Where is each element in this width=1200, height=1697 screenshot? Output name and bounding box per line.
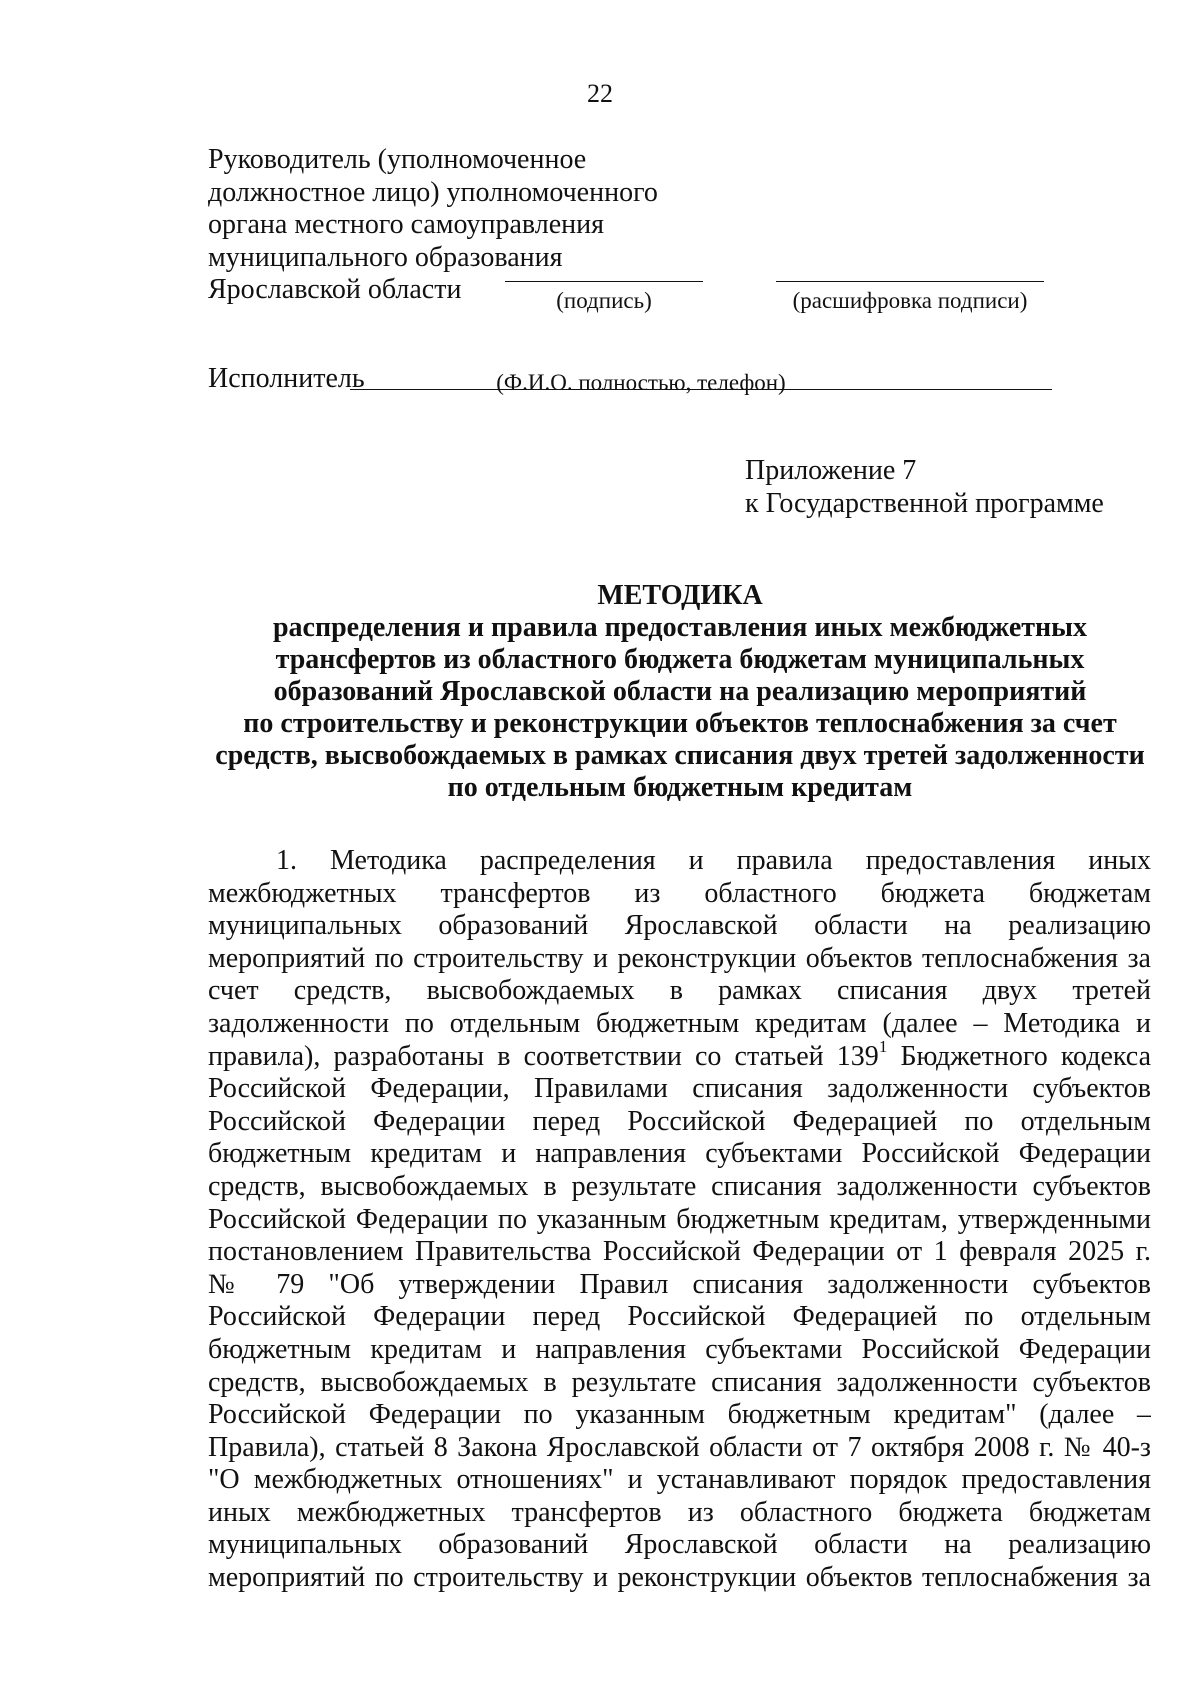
body-line: № 79 "Об утверждении Правил списания задолженности субъектов — [208, 1268, 1151, 1300]
title-line: средств, высвобождаемых в рамках списания двух третей задолженности — [215, 740, 1145, 771]
body-line: бюджетным кредитам и направления субъектами Российской Федерации — [208, 1333, 1151, 1365]
page-number: 22 — [587, 79, 613, 108]
body-line: Российской Федерации перед Российской Федерацией по отдельным — [208, 1105, 1151, 1137]
body-line: Российской Федерации по указанным бюджетным кредитам" (далее – — [208, 1399, 1151, 1431]
body-line: иных межбюджетных трансфертов из областного бюджета бюджетам — [208, 1496, 1151, 1528]
body-paragraph — [208, 845, 1151, 1595]
signatory-title-line: органа местного самоуправления — [208, 209, 604, 240]
signatory-title-line: муниципального образования — [208, 241, 563, 273]
body-line-text: правила), разработаны в соответствии со статьей 139 — [208, 1040, 879, 1072]
title-line: распределения и правила предоставления иных межбюджетных — [272, 612, 1088, 643]
title-line: трансфертов из областного бюджета бюджетам муниципальных — [275, 644, 1085, 675]
body-line: Правила), статьей 8 Закона Ярославской области от 7 октября 2008 г. № 40-з — [208, 1431, 1151, 1463]
body-line: межбюджетных трансфертов из областного бюджета бюджетам — [208, 877, 1151, 909]
signature-decoding-caption: (расшифровка подписи) — [792, 288, 1028, 313]
title-main: МЕТОДИКА — [597, 580, 763, 611]
body-line: средств, высвобождаемых в результате списания задолженности субъектов — [208, 1366, 1151, 1398]
signatory-title — [208, 144, 658, 307]
signatory-title-line: Ярославской области — [208, 274, 462, 305]
title-line: по отдельным бюджетным кредитам — [447, 772, 913, 803]
body-line: "О межбюджетных отношениях" и устанавливают порядок предоставления — [208, 1464, 1151, 1496]
appendix-program: к Государственной программе — [745, 487, 1104, 519]
body-line: муниципальных образований Ярославской области на реализацию — [208, 910, 1151, 942]
title-line: образований Ярославской области на реализацию мероприятий — [273, 676, 1087, 707]
body-line — [208, 1041, 1151, 1074]
body-line: бюджетным кредитам и направления субъектами Российской Федерации — [208, 1138, 1151, 1170]
body-line: задолженности по отдельным бюджетным кредитам (далее – Методика и — [208, 1007, 1151, 1039]
signature-decoding-line — [776, 281, 1044, 282]
title-line: по строительству и реконструкции объектов теплоснабжения за счет — [243, 708, 1117, 739]
body-line: постановлением Правительства Российской Федерации от 1 февраля 2025 г. — [208, 1236, 1151, 1268]
signatory-title-line: должностное лицо) уполномоченного — [208, 176, 658, 208]
signature-line — [505, 281, 703, 282]
body-line-tail: Бюджетного кодекса — [887, 1040, 1151, 1072]
body-line: мероприятий по строительству и реконструкции объектов теплоснабжения за — [208, 942, 1151, 974]
body-line: Российской Федерации, Правилами списания задолженности субъектов — [208, 1073, 1151, 1105]
article-superscript: 1 — [878, 1040, 888, 1057]
appendix-note — [745, 455, 1104, 520]
executor-caption: (Ф.И.О. полностью, телефон) — [496, 370, 786, 395]
body-line: счет средств, высвобождаемых в рамках списания двух третей — [208, 975, 1151, 1007]
executor-label: Исполнитель — [208, 363, 365, 394]
signatory-title-line: Руководитель (уполномоченное — [208, 144, 587, 175]
body-line: средств, высвобождаемых в результате списания задолженности субъектов — [208, 1170, 1151, 1202]
body-line: муниципальных образований Ярославской области на реализацию — [208, 1529, 1151, 1561]
signature-caption: (подпись) — [556, 288, 652, 313]
document-title — [200, 580, 1160, 804]
appendix-number: Приложение 7 — [745, 455, 917, 486]
body-line: Российской Федерации по указанным бюджетным кредитам, утвержденными — [208, 1203, 1151, 1235]
body-line: Российской Федерации перед Российской Федерацией по отдельным — [208, 1301, 1151, 1333]
body-line: 1. Методика распределения и правила предоставления иных — [276, 845, 1151, 876]
body-line: мероприятий по строительству и реконструкции объектов теплоснабжения за — [208, 1562, 1151, 1594]
